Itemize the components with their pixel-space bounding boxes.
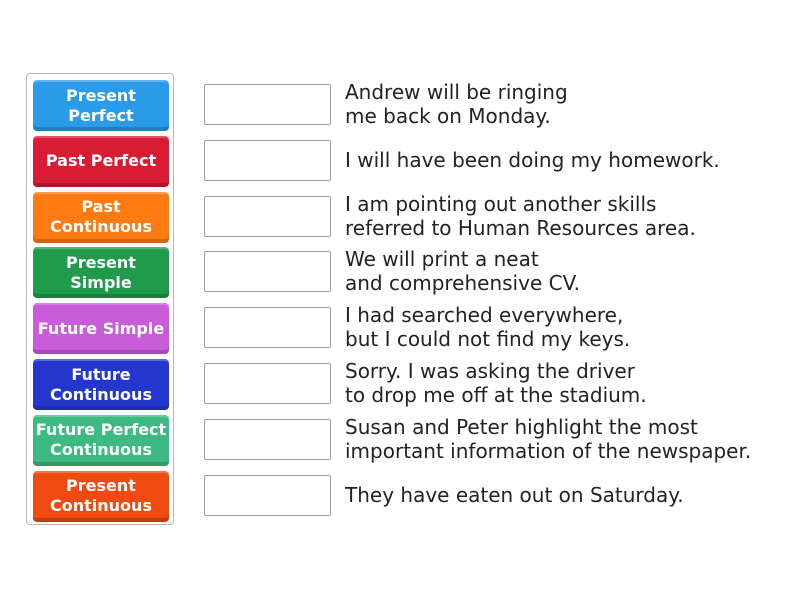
sentence-label: They have eaten out on Saturday. xyxy=(345,482,684,507)
sentence-label: Sorry. I was asking the driver to drop me off at the stadium. xyxy=(345,359,647,407)
tile-label: Present Perfect xyxy=(66,85,136,125)
sentence-text xyxy=(345,301,795,353)
sentence-label: We will print a neat and comprehensive CV. xyxy=(345,247,581,296)
drop-box[interactable] xyxy=(204,475,331,516)
answer-tile[interactable] xyxy=(33,303,169,354)
answer-tile[interactable] xyxy=(33,471,169,522)
drop-box[interactable] xyxy=(204,251,331,292)
tile-label: Future Simple xyxy=(37,318,165,338)
tile-label: Future Continuous xyxy=(50,364,152,404)
sentence-label: I will have been doing my homework. xyxy=(345,147,720,172)
tile-label: Future Perfect Continuous xyxy=(35,420,167,460)
drop-box[interactable] xyxy=(204,363,331,404)
sentence-label: I am pointing out another skills referred to Human Resources area. xyxy=(345,191,696,240)
drop-box[interactable] xyxy=(204,307,331,348)
sentence-text xyxy=(345,190,795,242)
sentence-text xyxy=(345,78,795,130)
tile-label: Past Perfect xyxy=(45,151,157,171)
answer-tile[interactable] xyxy=(33,415,169,466)
drop-box[interactable] xyxy=(204,419,331,460)
tile-label: Present Continuous xyxy=(50,476,152,516)
sentence-label: I had searched everywhere, but I could not find my keys. xyxy=(345,303,631,352)
tile-label: Present Simple xyxy=(66,252,136,292)
answer-tile[interactable] xyxy=(33,136,169,187)
sentence-text xyxy=(345,413,795,465)
sentence-text xyxy=(345,134,795,186)
sentence-text xyxy=(345,245,795,297)
answer-tile[interactable] xyxy=(33,80,169,131)
sentence-text xyxy=(345,469,795,521)
answer-tile[interactable] xyxy=(33,192,169,243)
sentence-label: Andrew will be ringing me back on Monday. xyxy=(345,80,568,128)
sentence-text xyxy=(345,357,795,409)
sentence-label: Susan and Peter highlight the most important information of the newspaper. xyxy=(345,414,752,463)
drop-box[interactable] xyxy=(204,196,331,237)
answer-tile[interactable] xyxy=(33,247,169,298)
tile-label: Past Continuous xyxy=(50,197,152,237)
drop-box[interactable] xyxy=(204,140,331,181)
drop-box[interactable] xyxy=(204,84,331,125)
answer-tile[interactable] xyxy=(33,359,169,410)
